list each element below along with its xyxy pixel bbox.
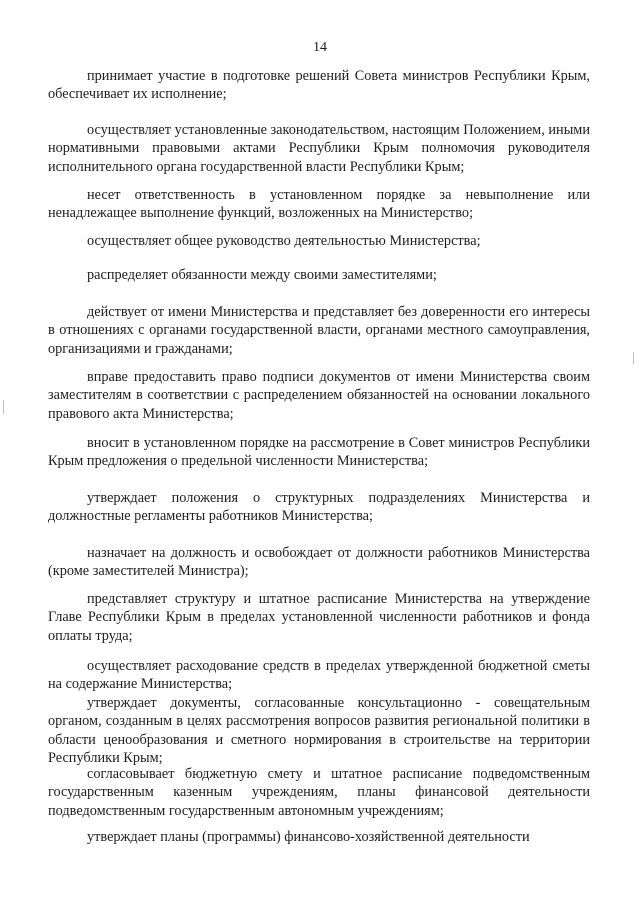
paragraph-6: действует от имени Министерства и представляет без доверенности его интересы в отношениях с органами государственной власти, органами местного самоуправления, организациями и гражданами; bbox=[48, 304, 590, 357]
paragraph-7: вправе предоставить право подписи документов от имени Министерства своим заместителям в соответствии с распределением обязанностей на основании локального правового акта Министерства; bbox=[48, 369, 590, 422]
paragraph-13: утверждает документы, согласованные консультационно - совещательным органом, созданным в целях рассмотрения вопросов развития региональной политики в области ценообразования и сметного нормирования в строительстве на территории Республики Крым; bbox=[48, 695, 590, 767]
page-number: 14 bbox=[313, 40, 327, 55]
paragraph-5: распределяет обязанности между своими заместителями; bbox=[87, 267, 437, 283]
paragraph-1: принимает участие в подготовке решений Совета министров Республики Крым, обеспечивает их исполнение; bbox=[48, 68, 590, 103]
paragraph-15: утверждает планы (программы) финансово-хозяйственной деятельности bbox=[87, 829, 530, 845]
paragraph-12: осуществляет расходование средств в пределах утвержденной бюджетной сметы на содержание Министерства; bbox=[48, 658, 590, 693]
paragraph-10: назначает на должность и освобождает от должности работников Министерства (кроме заместителей Министра); bbox=[48, 545, 590, 580]
paragraph-9: утверждает положения о структурных подразделениях Министерства и должностные регламенты работников Министерства; bbox=[48, 490, 590, 525]
scan-edge-mark bbox=[3, 400, 4, 414]
paragraph-2: осуществляет установленные законодательством, настоящим Положением, иными нормативными правовыми актами Республики Крым полномочия руководителя исполнительного органа государственной власти Республики Крым; bbox=[48, 122, 590, 175]
paragraph-4: осуществляет общее руководство деятельностью Министерства; bbox=[87, 233, 481, 249]
paragraph-8: вносит в установленном порядке на рассмотрение в Совет министров Республики Крым предложения о предельной численности Министерства; bbox=[48, 435, 590, 470]
scan-edge-mark bbox=[633, 352, 634, 364]
paragraph-14: согласовывает бюджетную смету и штатное расписание подведомственным государственным казенным учреждениям, планы финансовой деятельности подведомственным государственным автономным учреждениям; bbox=[48, 766, 590, 819]
paragraph-3: несет ответственность в установленном порядке за невыполнение или ненадлежащее выполнение функций, возложенных на Министерство; bbox=[48, 187, 590, 222]
paragraph-11: представляет структуру и штатное расписание Министерства на утверждение Главе Республики Крым в пределах установленной численности работников и фонда оплаты труда; bbox=[48, 591, 590, 644]
